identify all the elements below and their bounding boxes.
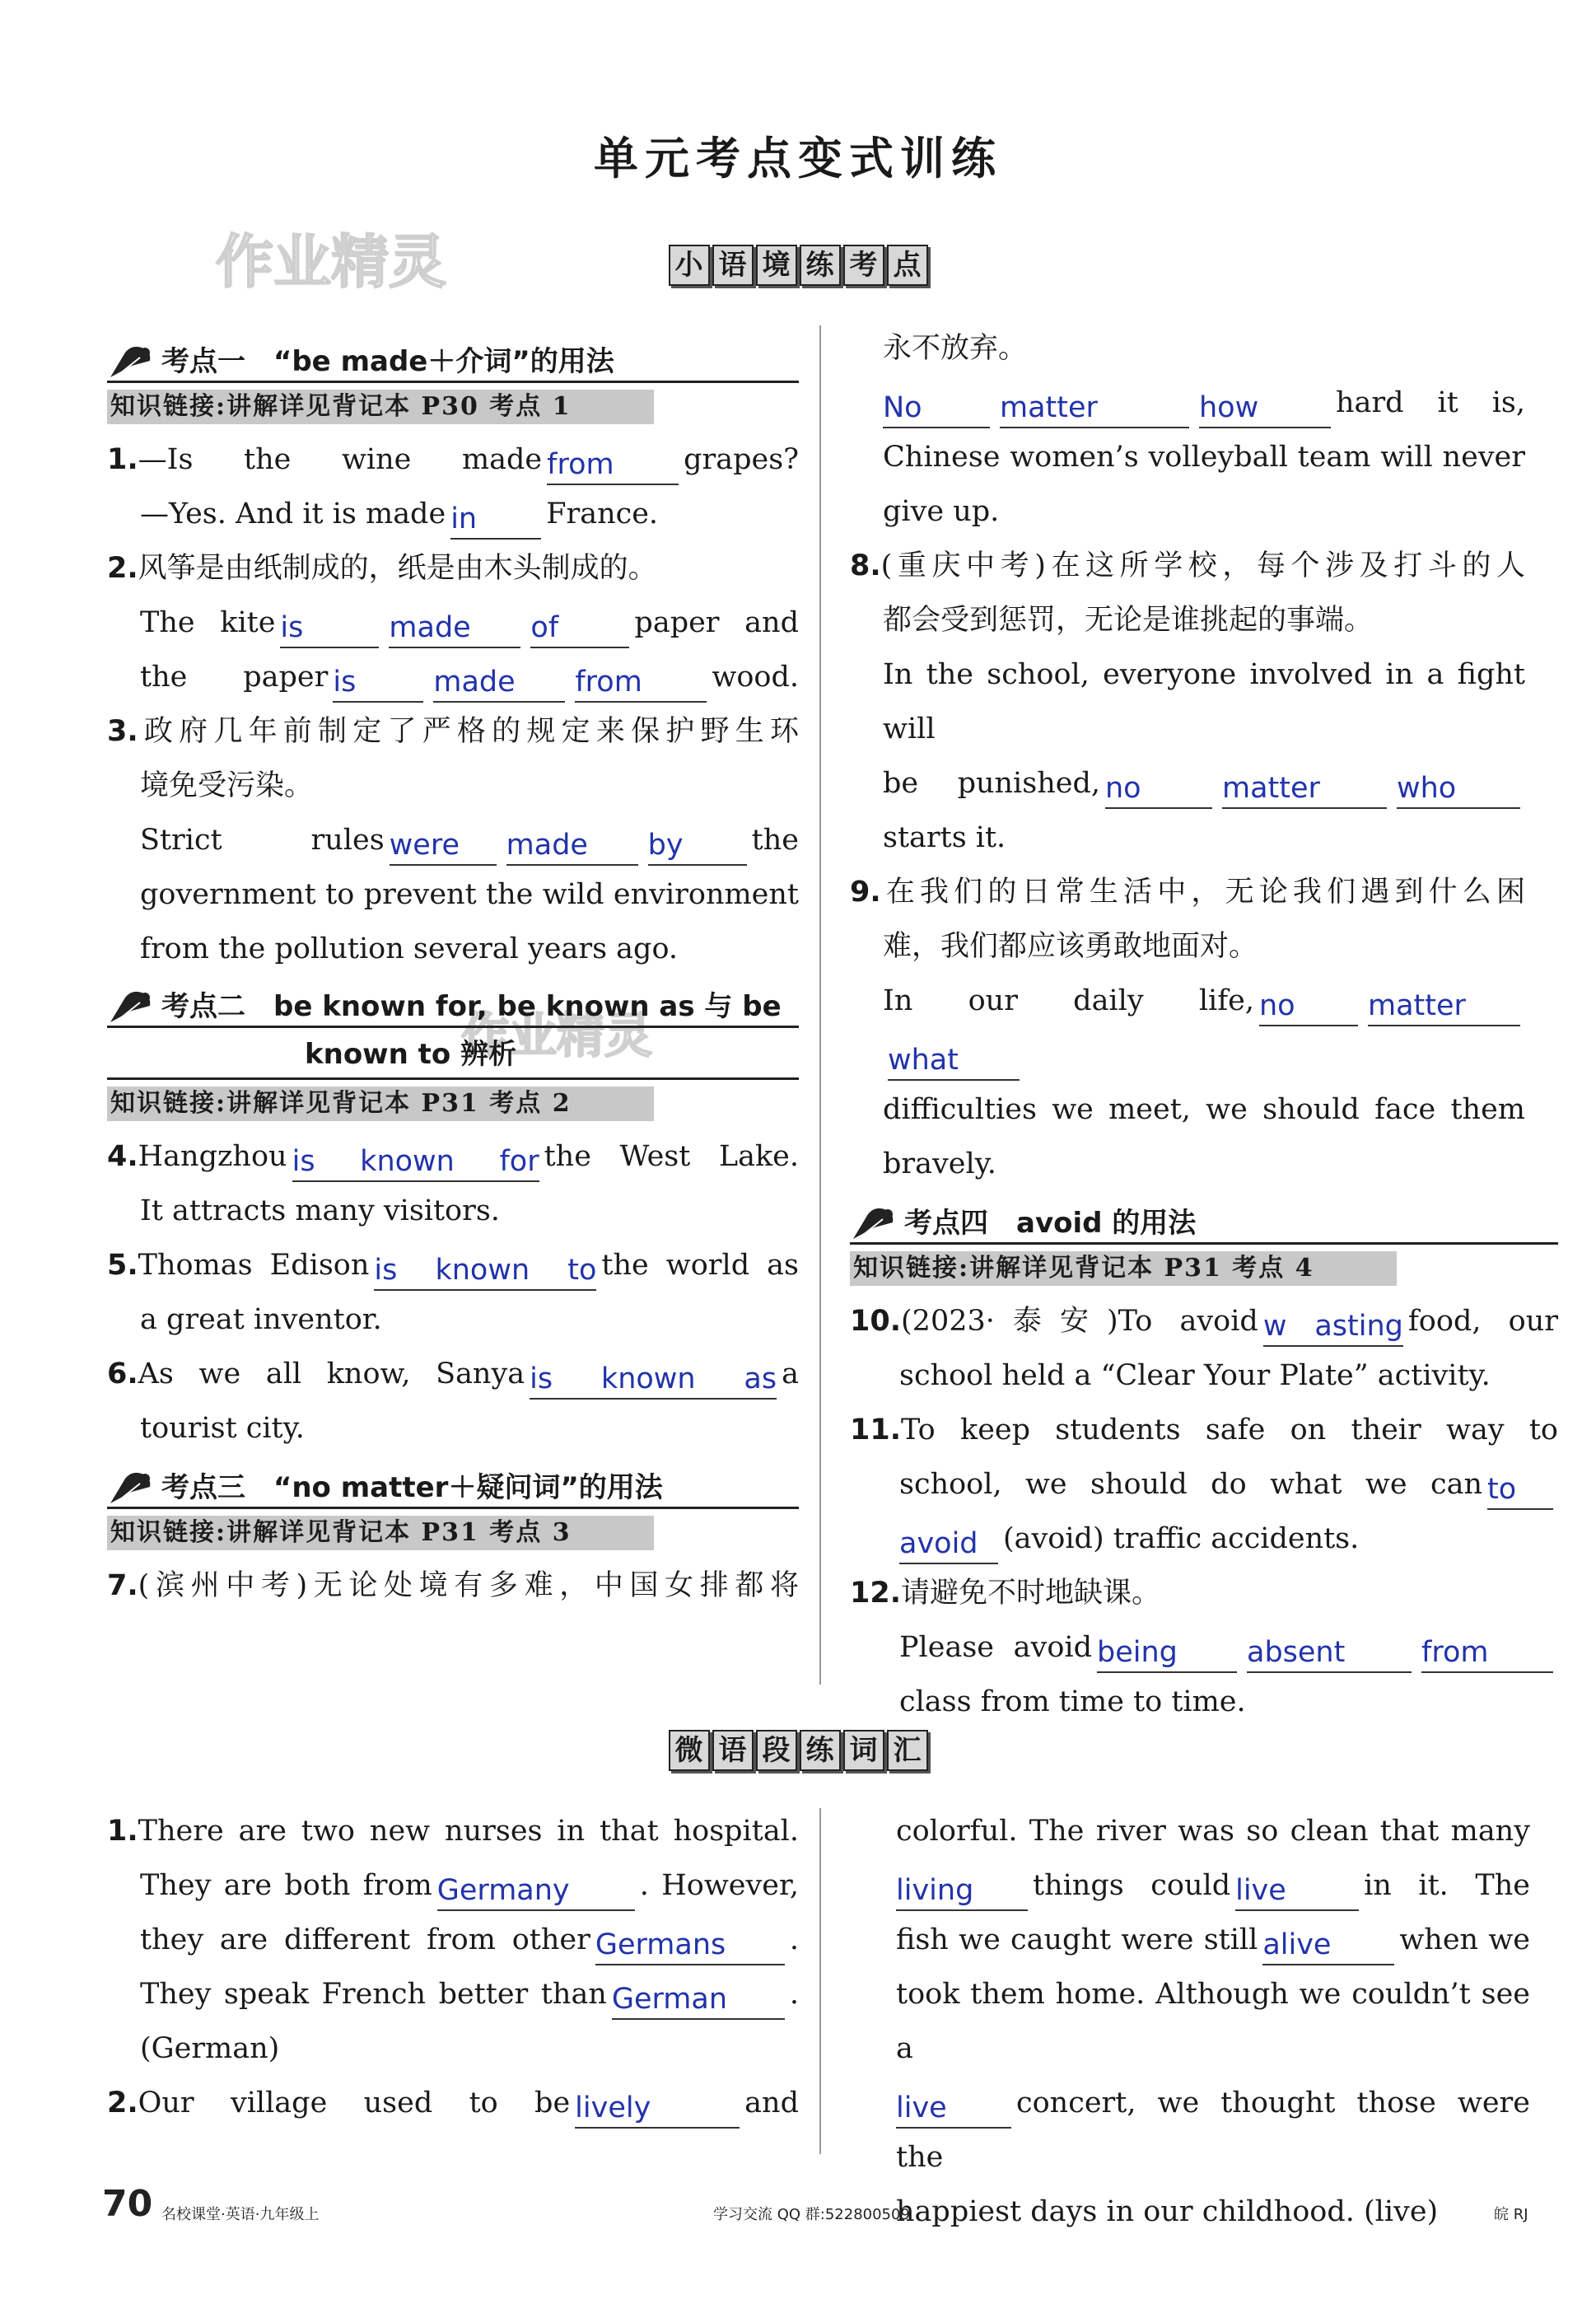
paragraph-2g: happiest days in our childhood. (live) bbox=[896, 2195, 1439, 2228]
banner-char: 段 bbox=[756, 1730, 797, 1771]
banner-char: 练 bbox=[800, 1730, 841, 1771]
question-3b: government to prevent the wild environment bbox=[140, 878, 799, 911]
kaodian-4-title: 考点四 avoid 的用法 bbox=[904, 1207, 1197, 1240]
question-9-cn2: 难，我们都应该勇敢地面对。 bbox=[883, 930, 1258, 963]
answer-blank[interactable]: is known to bbox=[374, 1251, 596, 1291]
page-title: 单元考点变式训练 bbox=[594, 133, 1002, 185]
question-7b: Chinese women’s volleyball team will never bbox=[883, 441, 1525, 474]
kaodian-4-heading bbox=[850, 1194, 1558, 1245]
edition-label: 皖 RJ bbox=[1494, 2206, 1528, 2223]
kaodian-1-title: 考点一 “be made＋介词”的用法 bbox=[161, 345, 614, 378]
question-8-cn2: 都会受到惩罚，无论是谁挑起的事端。 bbox=[883, 604, 1374, 637]
answer-blank[interactable]: matter bbox=[1000, 389, 1189, 428]
kaodian-3-title: 考点三 “no matter＋疑问词”的用法 bbox=[161, 1471, 663, 1504]
watermark: 作业精灵 bbox=[216, 228, 446, 296]
banner-char: 词 bbox=[843, 1730, 884, 1771]
question-6b: tourist city. bbox=[140, 1412, 305, 1445]
answer-blank[interactable]: made bbox=[506, 826, 638, 866]
banner-char: 练 bbox=[800, 245, 841, 286]
paragraph-1e: (German) bbox=[140, 2032, 280, 2065]
question-8a: In the school, everyone involved in a fight will bbox=[883, 658, 1525, 745]
book-name: 名校课堂·英语·九年级上 bbox=[161, 2206, 320, 2223]
kaodian-2-title: 考点二 be known for, be known as 与 be bbox=[161, 990, 782, 1023]
answer-blank[interactable]: being bbox=[1097, 1633, 1237, 1673]
column-divider-bottom bbox=[819, 1808, 821, 2154]
answer-blank[interactable]: living bbox=[896, 1872, 1028, 1911]
question-8c: starts it. bbox=[883, 821, 1006, 854]
paragraph-2d: fish we caught were still alive when we bbox=[896, 1913, 1530, 1967]
answer-blank[interactable]: is bbox=[280, 609, 379, 648]
kaodian-2-title-cont: known to 辨析 bbox=[305, 1038, 517, 1071]
question-2b: the paper is made from wood. bbox=[107, 650, 799, 704]
question-8-cn1: 8.(重庆中考)在这所学校，每个涉及打斗的人 bbox=[850, 549, 1525, 582]
knowledge-link-1: 知识链接:讲解详见背记本 P30 考点 1 bbox=[107, 390, 654, 424]
answer-blank[interactable]: Germans bbox=[595, 1926, 785, 1965]
question-9a: In our daily life, no matterwhat bbox=[883, 974, 1525, 1082]
left-column bbox=[107, 329, 799, 1613]
banner-char: 微 bbox=[669, 1730, 710, 1771]
paragraph-2b: colorful. The river was so clean that many bbox=[896, 1815, 1530, 1848]
watermark-middle: 作业精灵 bbox=[461, 1007, 653, 1063]
qq-group: 学习交流 QQ 群:522800509 bbox=[713, 2206, 910, 2223]
answer-blank[interactable]: live bbox=[1235, 1872, 1359, 1911]
answer-blank[interactable]: by bbox=[648, 826, 747, 866]
kaodian-2-heading bbox=[107, 979, 799, 1080]
answer-blank[interactable]: live bbox=[896, 2089, 1011, 2129]
answer-blank[interactable]: to bbox=[1487, 1470, 1553, 1510]
answer-blank[interactable]: absent bbox=[1247, 1633, 1412, 1673]
answer-blank[interactable]: is known for bbox=[292, 1143, 539, 1182]
knowledge-link-2: 知识链接:讲解详见背记本 P31 考点 2 bbox=[107, 1087, 654, 1121]
banner-char: 汇 bbox=[887, 1730, 928, 1771]
paragraph-1b: They are both from Germany . However, bbox=[107, 1858, 799, 1913]
answer-blank[interactable]: from bbox=[575, 663, 707, 703]
question-9-cn1: 9.在我们的日常生活中，无论我们遇到什么困 bbox=[850, 876, 1525, 909]
question-8b: be punished, no matter who bbox=[883, 756, 1525, 811]
question-5: 5.Thomas Edison is known to the world as bbox=[107, 1238, 799, 1292]
question-3-cn1: 3.政府几年前制定了严格的规定来保护野生环 bbox=[107, 715, 799, 748]
paragraph-1a: 1.There are two new nurses in that hospital. bbox=[107, 1815, 799, 1848]
answer-blank[interactable]: in bbox=[450, 500, 541, 540]
right-column bbox=[850, 321, 1558, 1729]
question-7-cn2: 永不放弃。 bbox=[883, 332, 1028, 365]
question-12-cn: 12.请避免不时地缺课。 bbox=[850, 1577, 1161, 1610]
banner-char: 境 bbox=[756, 245, 797, 286]
pen-icon bbox=[107, 986, 156, 1026]
question-7a: No matter how hard it is, bbox=[883, 376, 1525, 430]
answer-blank[interactable]: No bbox=[883, 389, 990, 428]
answer-blank[interactable]: from bbox=[547, 446, 679, 485]
kaodian-1-heading bbox=[107, 333, 799, 383]
question-2a: The kite is made of paper and bbox=[107, 596, 799, 650]
paragraph-1-column bbox=[107, 1804, 799, 2130]
question-7-cn1: 7.(滨州中考)无论处境有多难，中国女排都将 bbox=[107, 1569, 799, 1602]
pen-icon bbox=[850, 1203, 899, 1242]
question-9b: difficulties we meet, we should face them bbox=[883, 1093, 1525, 1126]
question-4b: It attracts many visitors. bbox=[140, 1194, 500, 1227]
question-10b: school held a “Clear Your Plate” activity. bbox=[899, 1359, 1491, 1392]
question-3a: Strict rules were made by the bbox=[107, 813, 799, 867]
question-1b: —Yes. And it is made in France. bbox=[107, 487, 799, 541]
answer-blank[interactable]: who bbox=[1397, 769, 1520, 809]
question-6: 6.As we all know, Sanya is known as a bbox=[107, 1347, 799, 1401]
answer-blank[interactable]: matter bbox=[1222, 769, 1387, 809]
question-1a: 1.—Is the wine made from grapes? bbox=[107, 432, 799, 487]
answer-blank[interactable]: what bbox=[888, 1041, 1020, 1081]
knowledge-link-3: 知识链接:讲解详见背记本 P31 考点 3 bbox=[107, 1516, 654, 1550]
banner-char: 考 bbox=[843, 245, 884, 286]
column-divider bbox=[819, 325, 821, 1685]
question-9c: bravely. bbox=[883, 1147, 996, 1180]
section-banner-vocab bbox=[0, 1730, 1596, 1771]
pen-icon bbox=[107, 1467, 156, 1507]
paragraph-2c: living things could live in it. The bbox=[896, 1858, 1530, 1913]
question-11b: school, we should do what we can to bbox=[899, 1457, 1558, 1512]
question-5b: a great inventor. bbox=[140, 1303, 382, 1336]
question-7c: give up. bbox=[883, 495, 1000, 528]
banner-char: 小 bbox=[669, 245, 710, 286]
answer-blank[interactable]: is bbox=[333, 663, 423, 703]
page-number: 70 bbox=[102, 2183, 153, 2225]
question-12a: Please avoid being absent from bbox=[899, 1620, 1558, 1675]
paragraph-2e: took them home. Although we couldn’t see a bbox=[896, 1978, 1530, 2065]
answer-blank[interactable]: lively bbox=[575, 2089, 740, 2129]
banner-char: 语 bbox=[712, 1730, 754, 1771]
section-banner-context bbox=[0, 245, 1596, 286]
banner-char: 语 bbox=[712, 245, 754, 286]
answer-blank[interactable]: no bbox=[1259, 987, 1358, 1026]
question-2-cn: 2.风筝是由纸制成的，纸是由木头制成的。 bbox=[107, 552, 657, 585]
paragraph-2a: 2.Our village used to be lively and bbox=[107, 2076, 799, 2130]
paragraph-2-column bbox=[896, 1804, 1530, 2239]
kaodian-3-heading bbox=[107, 1459, 799, 1509]
question-11a: 11.To keep students safe on their way to bbox=[850, 1414, 1558, 1446]
banner-char: 点 bbox=[887, 245, 928, 286]
answer-blank[interactable]: how bbox=[1199, 389, 1331, 428]
answer-blank[interactable]: w asting bbox=[1263, 1307, 1403, 1347]
answer-blank[interactable]: made bbox=[433, 663, 565, 703]
question-11c: avoid (avoid) traffic accidents. bbox=[899, 1512, 1525, 1566]
answer-blank[interactable]: made bbox=[389, 609, 520, 648]
question-3-cn2: 境免受污染。 bbox=[140, 769, 314, 802]
paragraph-2f: live concert, we thought those were the bbox=[896, 2087, 1530, 2174]
answer-blank[interactable]: alive bbox=[1262, 1926, 1394, 1965]
question-3c: from the pollution several years ago. bbox=[140, 932, 679, 965]
answer-blank[interactable]: matter bbox=[1368, 987, 1520, 1026]
question-4: 4.Hangzhou is known for the West Lake. bbox=[107, 1129, 799, 1184]
answer-blank[interactable]: from bbox=[1421, 1633, 1553, 1673]
paragraph-1c: they are different from other Germans . bbox=[107, 1913, 799, 1967]
answer-blank[interactable]: no bbox=[1105, 769, 1212, 809]
answer-blank[interactable]: Germany bbox=[437, 1872, 635, 1911]
question-12b: class from time to time. bbox=[899, 1685, 1246, 1718]
knowledge-link-4: 知识链接:讲解详见背记本 P31 考点 4 bbox=[850, 1251, 1397, 1286]
paragraph-1d: They speak French better than German . bbox=[107, 1967, 799, 2021]
answer-blank[interactable]: of bbox=[530, 609, 629, 648]
answer-blank[interactable]: were bbox=[390, 826, 497, 866]
answer-blank[interactable]: German bbox=[612, 1980, 785, 2020]
answer-blank[interactable]: avoid bbox=[899, 1525, 998, 1564]
question-10: 10.(2023·泰安)To avoid w asting food, our bbox=[850, 1294, 1558, 1348]
pen-icon bbox=[107, 341, 156, 381]
answer-blank[interactable]: is known as bbox=[530, 1360, 777, 1400]
